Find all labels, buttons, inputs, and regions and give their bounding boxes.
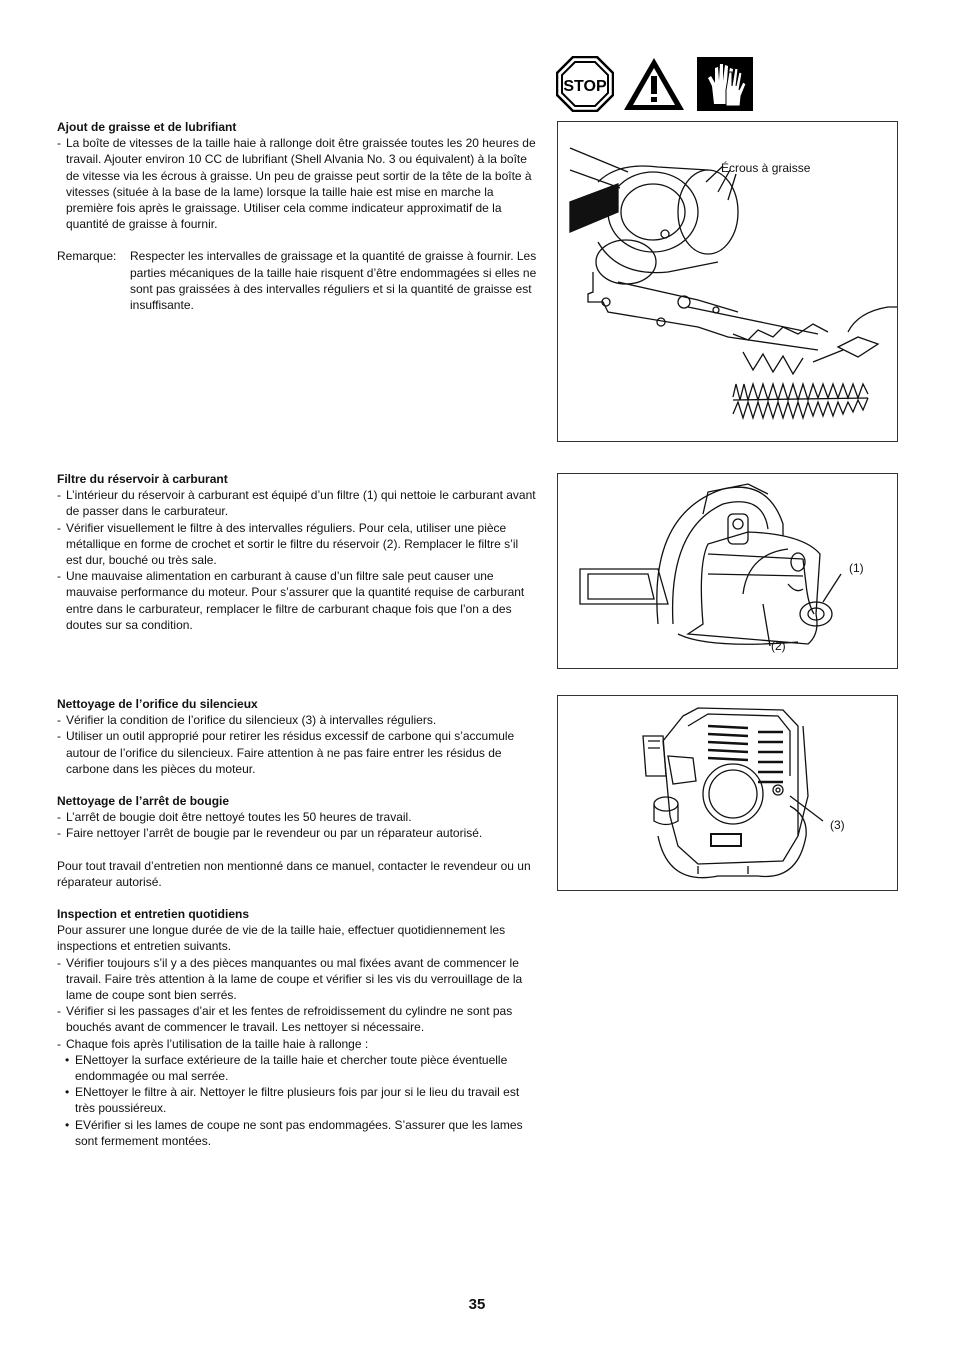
figure-engine xyxy=(557,695,898,891)
filter-callout: (1) xyxy=(849,561,864,575)
list-item: - L’intérieur du réservoir à carburant est équipé d’un filtre (1) qui nettoie le carburant avant de passer dans le carburateur. xyxy=(57,487,537,519)
section-heading: Inspection et entretien quotidiens xyxy=(57,907,250,922)
list-item: - Faire nettoyer l’arrêt de bougie par le revendeur ou par un réparateur autorisé. xyxy=(57,825,537,841)
bullet-item: • ENettoyer la surface extérieure de la taille haie et chercher toute pièce éventuelle endommagée ou mal serrée. xyxy=(57,1052,537,1084)
engine-illustration xyxy=(558,696,897,890)
list-item: - Vérifier visuellement le filtre à des intervalles réguliers. Pour cela, utiliser une pièce métallique en forme de crochet et sortir le filtre du réservoir (2). Remplacer le filtre s’il est dur, bouché ou très sale. xyxy=(57,520,537,569)
figure-fuel-tank xyxy=(557,473,898,669)
section-grease xyxy=(57,119,537,313)
section-heading: Ajout de graisse et de lubrifiant xyxy=(57,120,237,134)
list-item: - Vérifier la condition de l’orifice du silencieux (3) à intervalles réguliers. xyxy=(57,712,537,728)
muffler-callout: (3) xyxy=(830,818,845,832)
tank-callout: (2) xyxy=(771,639,786,653)
list-item: - Chaque fois après l’utilisation de la taille haie à rallonge : xyxy=(57,1036,537,1052)
paragraph: Pour tout travail d’entretien non mentionné dans ce manuel, contacter le revendeur ou un réparateur autorisé. xyxy=(57,858,531,889)
gloves-icon xyxy=(696,56,754,112)
safety-icons xyxy=(556,56,756,112)
stop-sign-icon xyxy=(556,56,614,112)
paragraph: Pour assurer une longue durée de vie de la taille haie, effectuer quotidiennement les inspections et entretien suivants. xyxy=(57,923,506,954)
list-item: - Vérifier toujours s’il y a des pièces manquantes ou mal fixées avant de commencer le travail. Faire très attention à la lame de coupe et vérifier si les vis du verrouillage de la lame de coupe sont bien serrés. xyxy=(57,955,537,1004)
stop-label: STOP xyxy=(563,78,607,95)
list-item: - La boîte de vitesses de la taille haie à rallonge doit être graissée toutes les 20 heures de travail. Ajouter environ 10 CC de lubrifiant (Shell Alvania No. 3 ou équivalent) à la boîte de vitesse via les écrous à graisse. Un peu de graisse peut sortir de la tête de la boîte à vitesses (située à la base de la lame) lorsque la taille haie est mise en marche la première fois après le graissage. Utiliser cela comme indicateur approximatif de la quantité de graisse à fournir. xyxy=(57,135,537,232)
list-item: - Utiliser un outil approprié pour retirer les résidus excessif de carbone qui s’accumule autour de l’orifice du silencieux. Faire attention à ne pas faire entrer les résidus de carbone dans les pièces du moteur. xyxy=(57,728,537,777)
section-muffler xyxy=(57,696,537,1149)
list-item: - L’arrêt de bougie doit être nettoyé toutes les 50 heures de travail. xyxy=(57,809,537,825)
grease-nuts-label: Écrous à graisse xyxy=(721,161,811,175)
note-label: Remarque: xyxy=(57,249,117,264)
section-heading: Nettoyage de l’arrêt de bougie xyxy=(57,794,230,809)
note xyxy=(57,248,537,313)
figure-gearbox xyxy=(557,121,898,442)
section-heading: Filtre du réservoir à carburant xyxy=(57,472,228,486)
section-heading: Nettoyage de l’orifice du silencieux xyxy=(57,697,258,711)
warning-triangle-icon xyxy=(622,56,686,112)
list-item: - Vérifier si les passages d’air et les fentes de refroidissement du cylindre ne sont pas bouchés avant de commencer le travail. Les nettoyer si nécessaire. xyxy=(57,1003,537,1035)
bullet-item: • EVérifier si les lames de coupe ne sont pas endommagées. S’assurer que les lames sont fermement montées. xyxy=(57,1117,537,1149)
page-number: 35 xyxy=(468,1296,486,1313)
section-fuel-filter xyxy=(57,471,537,633)
fuel-tank-illustration xyxy=(558,474,897,668)
list-item: - Une mauvaise alimentation en carburant à cause d’un filtre sale peut causer une mauvaise performance du moteur. Pour s’assurer que la quantité requise de carburant entre dans le carburateur, remplacer le filtre de carburant chaque fois que l’on a des doutes sur sa condition. xyxy=(57,568,537,633)
note-text: Respecter les intervalles de graissage et la quantité de graisse à fournir. Les parties mécaniques de la taille haie risquent d’être endommagées si elles ne sont pas graissées à des intervalles réguliers et si la quantité de graisse est insuffisante. xyxy=(130,249,537,313)
bullet-item: • ENettoyer le filtre à air. Nettoyer le filtre plusieurs fois par jour si le lieu du travail est très poussiéreux. xyxy=(57,1084,537,1116)
